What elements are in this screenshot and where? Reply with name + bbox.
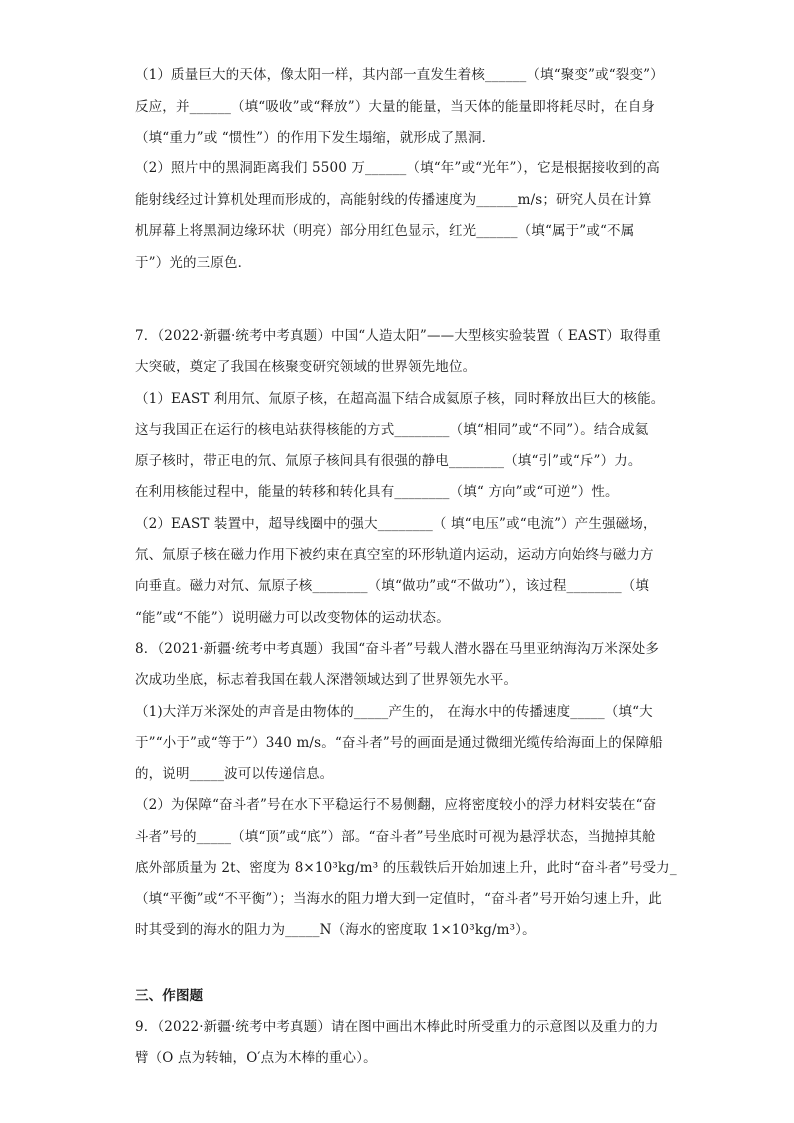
q6-part2-line3: 机屏幕上将黑洞边缘环状（明亮）部分用红色显示，红光______（填“属于”或“不属 bbox=[135, 223, 635, 239]
q6-part1-line3: （填“重力”或 “惯性”）的作用下发生塌缩，就形成了黑洞． bbox=[135, 130, 496, 146]
q8-part1-line1: （1)大洋万米深处的声音是由物体的_____产生的， 在海水中的传播速度_____（填“大 bbox=[135, 704, 653, 720]
q6-part2-line2: 能射线经过计算机处理而形成的，高能射线的传播速度为______m/s；研究人员在计算 bbox=[135, 192, 652, 208]
q7-part2-line4: “能”或“不能”）说明磁力可以改变物体的运动状态。 bbox=[135, 610, 450, 626]
q8-stem-line1: 8．（2021·新疆·统考中考真题）我国“奋斗者”号载人潜水器在马里亚纳海沟万米深处多 bbox=[135, 641, 660, 657]
q9-stem-line2: 臂（O 点为转轴，O′点为木棒的重心）。 bbox=[135, 1050, 377, 1066]
q8-stem-line2: 次成功坐底，标志着我国在载人深潜领域达到了世界领先水平。 bbox=[135, 672, 518, 688]
q8-part2-line4: （填“平衡”或“不平衡”）；当海水的阻力增大到一定值时，“奋斗者”号开始匀速上升，此 bbox=[135, 891, 662, 907]
q7-part1-line1: （1）EAST 利用氘、氚原子核，在超高温下结合成氦原子核，同时释放出巨大的核能。 bbox=[135, 391, 665, 407]
q7-part1-line4: 在利用核能过程中，能量的转移和转化具有________（填“ 方向”或“可逆”）性。 bbox=[135, 484, 619, 500]
q6-part1-line1: （1）质量巨大的天体，像太阳一样，其内部一直发生着核______（填“聚变”或“裂变”） bbox=[135, 67, 664, 83]
section-heading: 三、作图题 bbox=[135, 988, 204, 1004]
q8-part2-line1: （2）为保障“奋斗者”号在水下平稳运行不易侧翻，应将密度较小的浮力材料安装在“奋 bbox=[135, 797, 657, 813]
q7-part2-line2: 氘、氚原子核在磁力作用下被约束在真空室的环形轨道内运动，运动方向始终与磁力方 bbox=[135, 547, 654, 563]
q8-part2-line3: 底外部质量为 2t、密度为 8×10³kg/m³ 的压载铁后开始加速上升，此时“奋斗者”号受力_ bbox=[135, 860, 677, 876]
q7-stem-line1: 7．（2022·新疆·统考中考真题）中国“人造太阳”——大型核实验装置（ EAST）取得重 bbox=[135, 328, 661, 344]
q9-stem-line1: 9．（2022·新疆·统考中考真题）请在图中画出木棒此时所受重力的示意图以及重力的力 bbox=[135, 1019, 659, 1035]
q7-part2-line1: （2）EAST 装置中，超导线圈中的强大________（ 填“电压”或“电流”）产生强磁场， bbox=[135, 516, 657, 532]
q8-part1-line2: 于”“小于”或“等于”）340 m/s。“奋斗者”号的画面是通过微细光缆传给海面上的保障船 bbox=[135, 735, 663, 751]
q7-stem-line2: 大突破，奠定了我国在核聚变研究领域的世界领先地位。 bbox=[135, 359, 477, 375]
q6-part2-line1: （2）照片中的黑洞距离我们 5500 万______（填“年”或“光年”），它是根据接收到的高 bbox=[135, 160, 660, 176]
q7-part1-line2: 这与我国正在运行的核电站获得核能的方式________（填“相同”或“不同”）。结合成氦 bbox=[135, 422, 649, 438]
q8-part2-line5: 时其受到的海水的阻力为_____N（海水的密度取 1×10³kg/m³）。 bbox=[135, 922, 536, 938]
q7-part1-line3: 原子核时，带正电的氘、氚原子核间具有很强的静电________（填“引”或“斥”）力。 bbox=[135, 453, 642, 469]
q7-part2-line3: 向垂直。磁力对氘、氚原子核________（填“做功”或“不做功”），该过程________（填 bbox=[135, 578, 650, 594]
q8-part2-line2: 斗者”号的_____（填“顶”或“底”）部。“奋斗者”号坐底时可视为悬浮状态，当抛掉其舱 bbox=[135, 829, 656, 845]
q6-part2-line4: 于”）光的三原色． bbox=[135, 255, 252, 271]
q8-part1-line3: 的，说明_____波可以传递信息。 bbox=[135, 766, 334, 782]
q6-part1-line2: 反应，并______（填“吸收”或“释放”）大量的能量，当天体的能量即将耗尽时，在自身 bbox=[135, 99, 656, 115]
